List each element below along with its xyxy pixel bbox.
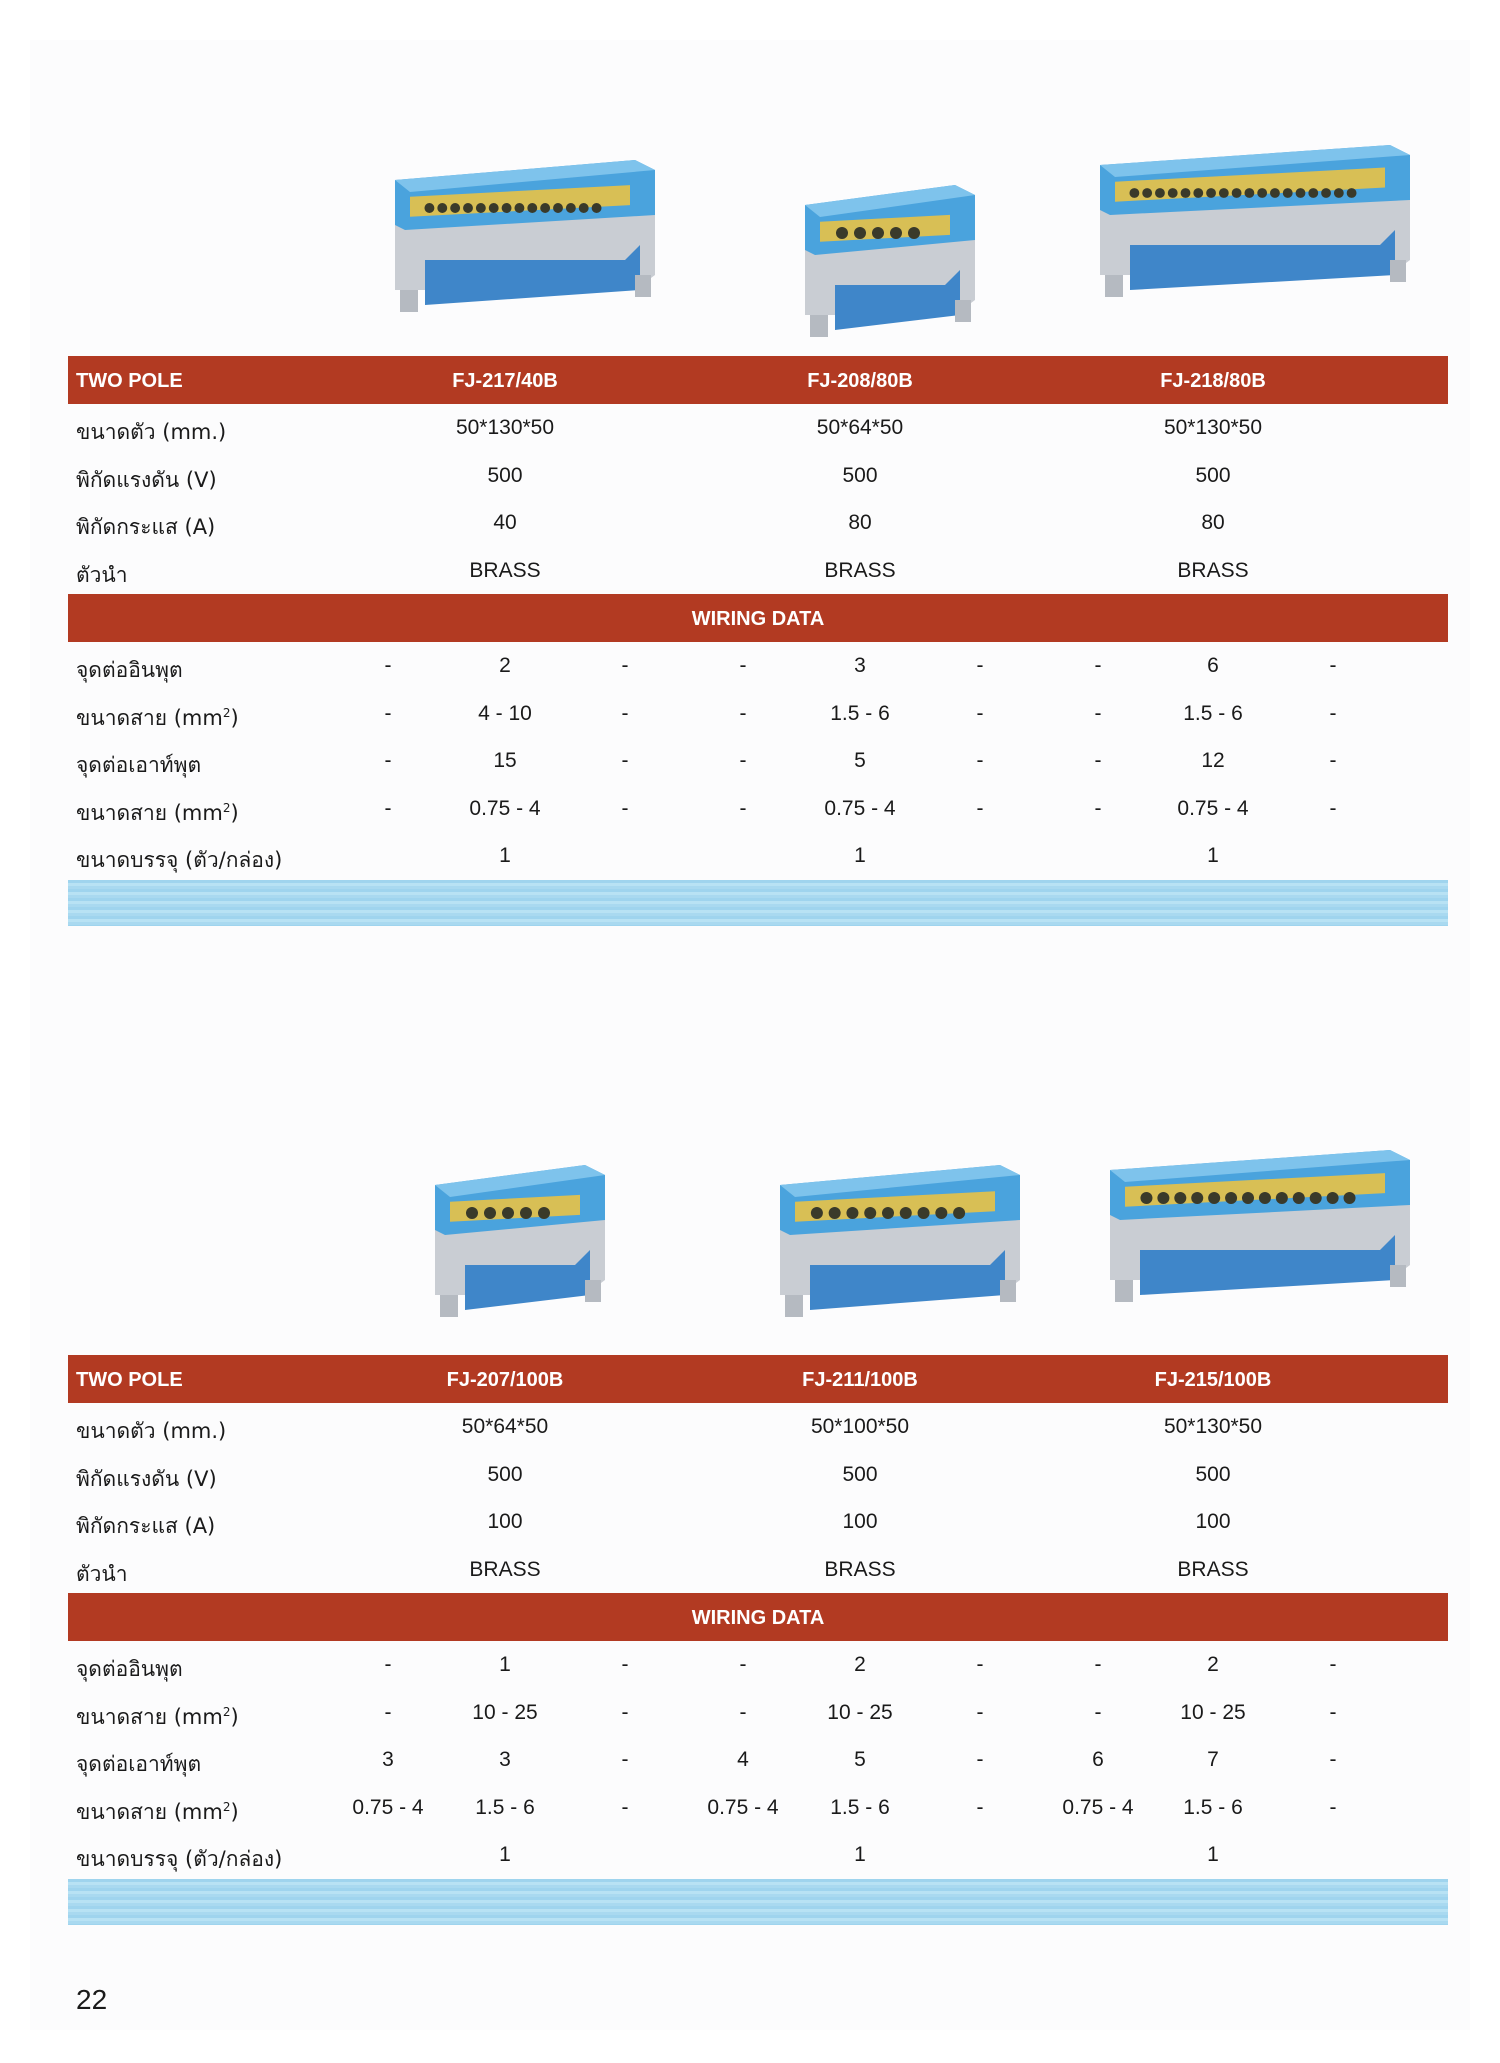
packing-value: 1 [854,1843,866,1866]
wiring-value: - [739,654,747,677]
table-footer-bar [68,1879,1448,1925]
product-images-row-1 [0,110,1500,340]
wiring-value: 1.5 - 6 [1183,1795,1243,1819]
table-header-title: TWO POLE [76,370,183,392]
wiring-value: - [739,701,747,725]
spec-value: BRASS [824,558,896,582]
wiring-label: จุดต่อเอาท์พุต [76,1752,202,1776]
spec-value: 80 [1201,511,1225,534]
product-image-fj-218-80b [1090,125,1420,305]
spec-row [68,1546,1448,1594]
wiring-label: จุดต่อเอาท์พุต [76,753,202,777]
spec-value: 50*130*50 [455,416,555,439]
wiring-value: - [976,1653,984,1676]
model-name: FJ-208/80B [807,370,913,392]
spec-row [68,499,1448,547]
packing-label: ขนาดบรรจุ (ตัว/กล่อง) [76,848,283,872]
terminal-block-illustration [1100,1130,1420,1310]
packing-label: ขนาดบรรจุ (ตัว/กล่อง) [76,1847,283,1871]
spec-value: 500 [1195,1462,1231,1486]
table-header-title: TWO POLE [76,1369,183,1391]
wiring-value: - [1329,1700,1337,1724]
wiring-row [68,1736,1448,1784]
packing-value: 1 [499,1843,511,1866]
wiring-value: - [384,796,392,820]
wiring-value: - [976,1748,984,1771]
model-name: FJ-215/100B [1154,1369,1272,1391]
product-image-fj-207-100b [425,1145,615,1325]
product-image-fj-211-100b [770,1145,1030,1325]
wiring-value: - [976,701,984,725]
spec-label: พิกัดกระแส (A) [76,1514,216,1538]
spec-row [68,1403,1448,1451]
packing-value: 1 [1207,844,1219,867]
terminal-block-illustration [1090,125,1420,305]
spec-value: 50*64*50 [461,1415,549,1438]
wiring-value: 5 [854,1748,866,1771]
table-footer-bar [68,880,1448,926]
wiring-value: - [739,749,747,772]
spec-value: 100 [487,1510,523,1533]
product-images-row-2 [0,1110,1500,1340]
wiring-value: - [1329,1748,1337,1771]
wiring-value: 1.5 - 6 [1183,701,1243,725]
table-header-bar [68,1355,1448,1403]
wiring-row [68,785,1448,833]
wiring-value: - [384,701,392,725]
spec-value: 80 [848,511,872,534]
wiring-value: 5 [854,749,866,772]
wiring-value: 10 - 25 [827,1700,893,1724]
wiring-value: - [621,1748,629,1771]
wiring-value: 0.75 - 4 [1062,1795,1134,1819]
model-name: FJ-218/80B [1160,370,1266,392]
spec-row [68,452,1448,500]
wiring-value: 3 [854,654,866,677]
packing-row [68,832,1448,880]
wiring-value: 6 [1207,654,1219,677]
wiring-value: 1 [499,1653,511,1676]
product-image-fj-208-80b [795,165,985,345]
wiring-value: - [739,796,747,820]
spec-value: 100 [842,1510,878,1533]
wiring-value: - [384,749,392,772]
wiring-row [68,642,1448,690]
spec-value: 50*64*50 [816,416,904,439]
wiring-value: 1.5 - 6 [475,1795,535,1819]
terminal-block-illustration [385,140,665,320]
wiring-value: 6 [1092,1748,1104,1771]
spec-value: 500 [487,463,523,487]
wiring-value: 10 - 25 [472,1700,538,1724]
packing-value: 1 [1207,1843,1219,1866]
wiring-value: - [621,1795,629,1819]
model-name: FJ-211/100B [802,1369,918,1391]
wiring-value: 15 [493,749,517,772]
spec-label: พิกัดแรงดัน (V) [76,1466,217,1491]
spec-value: 50*100*50 [810,1415,910,1438]
terminal-block-illustration [770,1145,1030,1325]
wiring-row [68,737,1448,785]
wiring-value: 2 [1207,1653,1219,1676]
wiring-value: - [976,654,984,677]
packing-value: 1 [499,844,511,867]
spec-label: ขนาดตัว (mm.) [76,1419,227,1443]
wiring-value: 4 [737,1748,749,1771]
wiring-value: - [976,1700,984,1724]
wiring-value: - [1094,654,1102,677]
table-header-bar [68,356,1448,404]
wiring-value: - [1094,701,1102,725]
spec-value: 500 [1195,463,1231,487]
spec-row [68,1498,1448,1546]
model-name: FJ-207/100B [446,1369,564,1391]
terminal-block-illustration [425,1145,615,1325]
wiring-value: - [1094,749,1102,772]
wiring-label: ขนาดสาย $(mm^2)$ [76,800,239,825]
product-image-fj-217-40b [385,140,665,320]
spec-row [68,404,1448,452]
wiring-value: 2 [499,654,511,677]
wiring-label: ขนาดสาย $(mm^2)$ [76,1704,239,1729]
wiring-value: - [1329,701,1337,725]
spec-table-2 [68,1355,1448,1925]
wiring-row [68,1689,1448,1737]
spec-value: BRASS [824,1557,896,1581]
spec-value: 50*130*50 [1163,1415,1263,1438]
spec-value: BRASS [469,1557,541,1581]
spec-row [68,547,1448,595]
page-number: 22 [76,1984,108,2015]
spec-table-1 [68,356,1448,926]
packing-row [68,1831,1448,1879]
wiring-row [68,690,1448,738]
wiring-value: 1.5 - 6 [830,1795,890,1819]
wiring-value: - [976,1795,984,1819]
wiring-data-bar [68,594,1448,642]
wiring-value: - [739,1700,747,1724]
wiring-label: จุดต่ออินพุต [76,658,183,682]
wiring-value: - [1329,654,1337,677]
spec-label: ขนาดตัว (mm.) [76,420,227,444]
wiring-value: 4 - 10 [478,701,532,725]
wiring-value: - [621,654,629,677]
spec-value: 500 [487,1462,523,1486]
wiring-value: - [384,1653,392,1676]
wiring-label: จุดต่ออินพุต [76,1657,183,1681]
spec-value: BRASS [469,558,541,582]
wiring-row [68,1784,1448,1832]
spec-row [68,1451,1448,1499]
spec-label: พิกัดแรงดัน (V) [76,467,217,492]
wiring-value: - [1094,1653,1102,1676]
wiring-value: - [976,796,984,820]
wiring-value: - [1094,1700,1102,1724]
wiring-value: 7 [1207,1748,1219,1771]
wiring-value: 12 [1201,749,1225,772]
wiring-value: - [1329,796,1337,820]
wiring-value: - [384,654,392,677]
wiring-value: 0.75 - 4 [469,796,541,820]
wiring-value: - [621,796,629,820]
wiring-value: - [1094,796,1102,820]
wiring-value: 10 - 25 [1180,1700,1246,1724]
spec-value: 50*130*50 [1163,416,1263,439]
wiring-value: 1.5 - 6 [830,701,890,725]
wiring-value: - [1329,749,1337,772]
wiring-value: 0.75 - 4 [1177,796,1249,820]
wiring-value: - [976,749,984,772]
spec-label: ตัวนำ [76,562,128,587]
wiring-value: - [621,1653,629,1676]
wiring-value: 0.75 - 4 [707,1795,779,1819]
wiring-value: - [621,749,629,772]
wiring-data-title: WIRING DATA [691,608,825,630]
wiring-value: - [1329,1795,1337,1819]
wiring-row [68,1641,1448,1689]
wiring-value: - [739,1653,747,1676]
spec-value: 100 [1195,1510,1231,1533]
model-name: FJ-217/40B [452,370,558,392]
wiring-value: - [1329,1653,1337,1676]
packing-value: 1 [854,844,866,867]
terminal-block-illustration [795,165,985,345]
wiring-value: 2 [854,1653,866,1676]
wiring-value: 0.75 - 4 [824,796,896,820]
wiring-label: ขนาดสาย $(mm^2)$ [76,1799,239,1824]
spec-label: ตัวนำ [76,1561,128,1586]
wiring-value: 0.75 - 4 [352,1795,424,1819]
wiring-value: - [384,1700,392,1724]
wiring-value: 3 [499,1748,511,1771]
spec-value: BRASS [1177,558,1249,582]
wiring-data-title: WIRING DATA [691,1607,825,1629]
wiring-data-bar [68,1593,1448,1641]
spec-value: BRASS [1177,1557,1249,1581]
spec-value: 500 [842,463,878,487]
spec-value: 40 [493,511,517,534]
wiring-value: - [621,1700,629,1724]
wiring-value: - [621,701,629,725]
wiring-label: ขนาดสาย $(mm^2)$ [76,705,239,730]
spec-label: พิกัดกระแส (A) [76,515,216,539]
wiring-value: 3 [382,1748,394,1771]
product-image-fj-215-100b [1100,1130,1420,1310]
spec-value: 500 [842,1462,878,1486]
